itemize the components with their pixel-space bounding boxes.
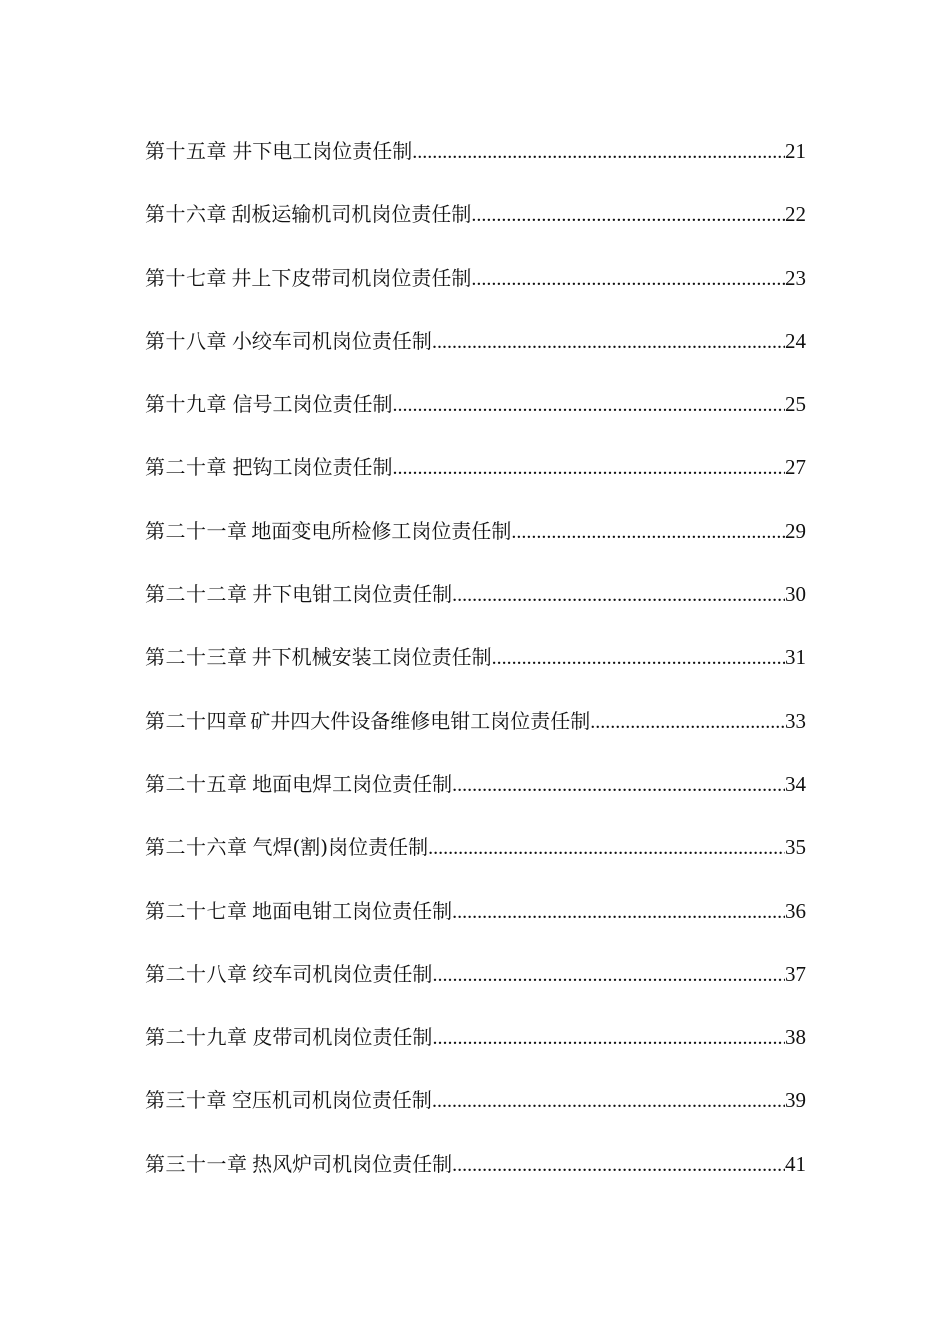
toc-dot-leader [492, 643, 785, 673]
toc-page-number: 41 [785, 1151, 806, 1176]
toc-entry[interactable] [145, 959, 806, 1022]
toc-entry[interactable] [145, 263, 806, 326]
toc-chapter-number: 第十八章 [145, 328, 227, 353]
toc-page-number: 39 [785, 1088, 806, 1113]
toc-dot-leader [428, 833, 785, 863]
toc-page-number: 21 [785, 139, 806, 163]
toc-page-number: 27 [785, 455, 806, 480]
toc-entry[interactable] [145, 706, 806, 769]
toc-chapter-number: 第三十章 [145, 1088, 227, 1113]
toc-entry[interactable] [145, 516, 806, 579]
toc-chapter-title: 地面电焊工岗位责任制 [252, 771, 453, 796]
toc-chapter-number: 第十六章 [145, 202, 227, 227]
toc-entry[interactable] [145, 579, 806, 642]
toc-chapter-number: 第二十六章 [145, 835, 248, 860]
toc-chapter-title: 热风炉司机岗位责任制 [252, 1151, 453, 1176]
toc-chapter-title: 地面电钳工岗位责任制 [252, 898, 453, 923]
toc-chapter-title: 矿井四大件设备维修电钳工岗位责任制 [250, 708, 591, 733]
toc-dot-leader [452, 580, 785, 610]
toc-chapter-title: 信号工岗位责任制 [232, 392, 393, 417]
toc-entry[interactable] [145, 1085, 806, 1148]
toc-chapter-number: 第二十一章 [145, 518, 248, 543]
toc-dot-leader [432, 1086, 785, 1116]
toc-dot-leader [452, 897, 785, 927]
toc-chapter-number: 第三十一章 [145, 1151, 248, 1176]
toc-entry[interactable] [145, 452, 806, 515]
toc-page-number: 25 [785, 392, 806, 417]
toc-dot-leader [452, 770, 785, 800]
toc-entry[interactable] [145, 642, 806, 705]
toc-chapter-title: 地面变电所检修工岗位责任制 [251, 518, 512, 543]
toc-page-number: 24 [785, 328, 806, 353]
toc-chapter-title: 小绞车司机岗位责任制 [231, 328, 432, 353]
toc-page-number: 35 [785, 835, 806, 860]
toc-dot-leader [412, 137, 785, 167]
toc-chapter-title: 井下机械安装工岗位责任制 [251, 645, 492, 670]
toc-page-number: 33 [785, 708, 806, 733]
toc-dot-leader [393, 390, 786, 420]
toc-page-number: 30 [785, 582, 806, 607]
toc-chapter-title: 绞车司机岗位责任制 [252, 961, 433, 986]
toc-dot-leader [452, 1150, 785, 1180]
toc-page-number: 38 [785, 1025, 806, 1050]
toc-chapter-title: 井下电工岗位责任制 [232, 139, 413, 163]
toc-chapter-number: 第十九章 [145, 392, 227, 417]
toc-page-number: 22 [785, 202, 806, 227]
toc-chapter-title: 井下电钳工岗位责任制 [252, 582, 453, 607]
toc-dot-leader [432, 327, 785, 357]
toc-entry[interactable] [145, 896, 806, 959]
toc-dot-leader [432, 960, 785, 990]
toc-entry[interactable] [145, 832, 806, 895]
toc-dot-leader [471, 200, 785, 230]
toc-entry[interactable] [145, 1022, 806, 1085]
toc-chapter-number: 第十五章 [145, 139, 227, 163]
toc-chapter-number: 第二十八章 [145, 961, 248, 986]
toc-dot-leader [511, 517, 785, 547]
toc-dot-leader [393, 453, 786, 483]
toc-dot-leader [432, 1023, 785, 1053]
toc-page-number: 37 [785, 961, 806, 986]
toc-chapter-number: 第二十章 [145, 455, 227, 480]
toc-page-number: 31 [785, 645, 806, 670]
toc-entry[interactable] [145, 769, 806, 832]
toc-entry[interactable] [145, 199, 806, 262]
toc-chapter-title: 气焊(割)岗位责任制 [252, 835, 429, 860]
toc-page-number: 29 [785, 518, 806, 543]
toc-page-number: 34 [785, 771, 806, 796]
toc-chapter-title: 把钩工岗位责任制 [232, 455, 393, 480]
table-of-contents [145, 136, 806, 1212]
toc-entry[interactable] [145, 136, 806, 199]
toc-page-number: 23 [785, 265, 806, 290]
toc-chapter-number: 第二十七章 [145, 898, 248, 923]
toc-chapter-number: 第二十四章 [145, 708, 248, 733]
toc-chapter-number: 第十七章 [145, 265, 227, 290]
toc-chapter-title: 皮带司机岗位责任制 [252, 1025, 433, 1050]
toc-dot-leader [590, 707, 785, 737]
toc-chapter-number: 第二十五章 [145, 771, 248, 796]
toc-dot-leader [471, 264, 785, 294]
toc-chapter-title: 井上下皮带司机岗位责任制 [231, 265, 472, 290]
toc-chapter-number: 第二十九章 [145, 1025, 248, 1050]
toc-entry[interactable] [145, 326, 806, 389]
toc-page-number: 36 [785, 898, 806, 923]
toc-chapter-title: 空压机司机岗位责任制 [231, 1088, 432, 1113]
toc-entry[interactable] [145, 389, 806, 452]
toc-chapter-number: 第二十二章 [145, 582, 248, 607]
toc-entry[interactable] [145, 1149, 806, 1212]
toc-chapter-number: 第二十三章 [145, 645, 248, 670]
toc-chapter-title: 刮板运输机司机岗位责任制 [231, 202, 472, 227]
